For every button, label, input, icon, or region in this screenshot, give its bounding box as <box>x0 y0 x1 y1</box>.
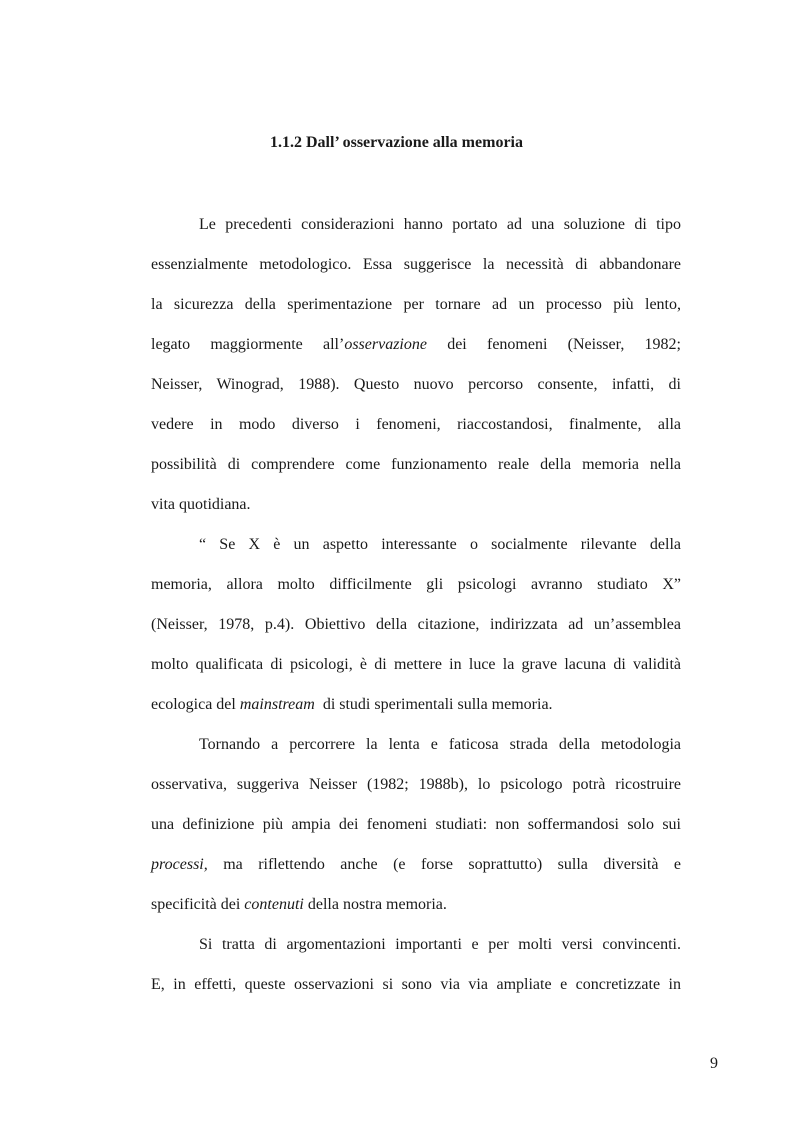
text-line: memoria, allora molto difficilmente gli psicologi avranno studiato X” <box>151 576 681 593</box>
text-line: vita quotidiana. <box>151 496 251 513</box>
text-line: E, in effetti, queste osservazioni si sono via via ampliate e concretizzate in <box>151 976 681 993</box>
text-span: specificità dei <box>151 896 245 913</box>
text-line: una definizione più ampia dei fenomeni studiati: non soffermandosi solo sui <box>151 816 681 833</box>
text-line: osservativa, suggeriva Neisser (1982; 1988b), lo psicologo potrà ricostruire <box>151 776 681 793</box>
text-line <box>151 695 681 715</box>
text-line: Si tratta di argomentazioni importanti e per molti versi convincenti. <box>199 936 681 953</box>
text-span: dei fenomeni (Neisser, 1982; <box>426 336 682 353</box>
italic-term: processi, <box>151 856 208 873</box>
text-line: vedere in modo diverso i fenomeni, riaccostandosi, finalmente, alla <box>151 416 681 433</box>
text-line <box>151 895 681 915</box>
italic-term: contenuti <box>244 896 304 913</box>
text-line <box>151 335 681 355</box>
text-span: ecologica del <box>151 696 240 713</box>
page-number: 9 <box>710 1055 718 1072</box>
italic-term: osservazione <box>344 336 427 353</box>
text-span: ma riflettendo anche (e forse soprattutto) sulla diversità e <box>207 856 681 873</box>
text-line: essenzialmente metodologico. Essa suggerisce la necessità di abbandonare <box>151 256 681 273</box>
text-span: della nostra memoria. <box>303 896 447 913</box>
text-line: molto qualificata di psicologi, è di mettere in luce la grave lacuna di validità <box>151 656 681 673</box>
text-line: Le precedenti considerazioni hanno portato ad una soluzione di tipo <box>199 216 681 233</box>
text-line: la sicurezza della sperimentazione per tornare ad un processo più lento, <box>151 296 681 313</box>
text-span: legato maggiormente all’ <box>151 336 345 353</box>
section-heading: 1.1.2 Dall’ osservazione alla memoria <box>270 134 523 151</box>
italic-term: mainstream <box>239 696 315 713</box>
text-line: Tornando a percorrere la lenta e faticosa strada della metodologia <box>199 736 681 753</box>
text-line: Neisser, Winograd, 1988). Questo nuovo percorso consente, infatti, di <box>151 376 681 393</box>
text-span: di studi sperimentali sulla memoria. <box>314 696 553 713</box>
text-line: (Neisser, 1978, p.4). Obiettivo della citazione, indirizzata ad un’assemblea <box>151 616 681 633</box>
text-line <box>151 855 681 875</box>
text-line: possibilità di comprendere come funzionamento reale della memoria nella <box>151 456 681 473</box>
text-line: “ Se X è un aspetto interessante o socialmente rilevante della <box>199 536 681 553</box>
